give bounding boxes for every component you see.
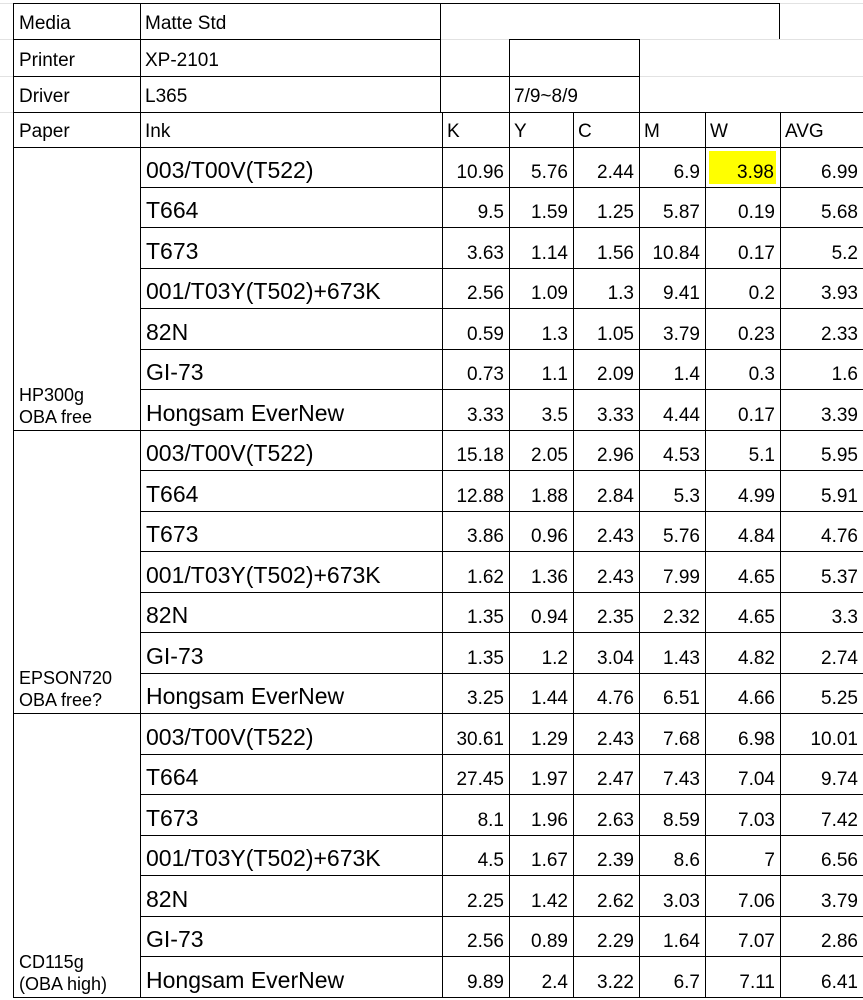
cell-border [705,112,706,998]
cell-border [140,389,863,390]
value-cell-m[interactable]: 4.44 [663,404,700,426]
cell-printer-label[interactable]: Printer [19,50,75,71]
cell-border [440,3,441,112]
ink-name-cell[interactable]: 003/T00V(T522) [146,440,314,466]
cell-border [14,147,863,148]
cell-media-value[interactable]: Matte Std [145,13,227,34]
cell-ink-label[interactable]: Ink [145,121,171,142]
ink-name-cell[interactable]: T673 [146,521,199,547]
value-cell-y[interactable]: 5.76 [531,161,568,183]
value-cell-y[interactable]: 0.94 [531,607,568,628]
value-cell-y[interactable]: 1.67 [531,850,568,871]
value-cell-c[interactable]: 2.43 [597,526,634,547]
column-header-c[interactable]: C [578,121,592,142]
ink-name-cell[interactable]: T673 [146,804,199,831]
value-cell-c[interactable]: 2.35 [597,607,634,628]
cell-border [140,3,141,998]
value-cell-k[interactable]: 3.25 [467,688,504,709]
value-cell-y[interactable]: 0.89 [531,931,568,952]
value-cell-m[interactable]: 5.76 [663,526,700,547]
cell-border [140,227,863,228]
value-cell-avg[interactable]: 5.37 [821,566,858,588]
value-cell-w[interactable]: 4.99 [738,485,775,507]
cell-driver-label[interactable]: Driver [19,86,70,107]
ink-name-cell[interactable]: GI-73 [146,359,204,385]
paper-group-label[interactable]: HP300g OBA free [19,384,93,427]
value-cell-k[interactable]: 4.5 [477,850,504,871]
value-cell-w[interactable]: 0.17 [738,242,775,264]
value-cell-avg[interactable]: 3.79 [821,890,858,912]
cell-border [14,39,440,40]
cell-media-label[interactable]: Media [19,13,71,34]
column-header-m[interactable]: M [644,121,660,142]
value-cell-c[interactable]: 3.22 [597,971,634,993]
cell-border [639,39,640,112]
value-cell-w[interactable]: 7.03 [738,809,775,831]
value-cell-y[interactable]: 1.88 [531,485,568,507]
ink-name-cell[interactable]: 003/T00V(T522) [146,723,314,750]
value-cell-c[interactable]: 1.56 [597,242,634,264]
cell-border [14,112,863,113]
cell-printer-value[interactable]: XP-2101 [145,50,219,71]
cell-border [140,592,863,593]
cell-border [13,3,14,998]
value-cell-avg[interactable]: 9.74 [821,769,858,790]
value-cell-avg[interactable]: 5.68 [821,202,858,223]
value-cell-c[interactable]: 3.33 [597,404,634,426]
value-cell-avg[interactable]: 2.86 [821,931,858,952]
value-cell-highlighted[interactable]: 3.98 [709,151,776,184]
cell-border [442,112,443,998]
cell-border [779,3,780,39]
value-cell-k[interactable]: 8.1 [477,809,504,831]
value-cell-c[interactable]: 1.3 [607,283,634,304]
cell-border [780,112,781,998]
value-cell-c[interactable]: 1.05 [597,323,634,345]
value-cell-m[interactable]: 1.43 [663,647,700,669]
value-cell-c[interactable]: 2.43 [597,728,634,750]
cell-date-range[interactable]: 7/9~8/9 [514,86,578,107]
value-cell-w[interactable]: 7.11 [739,971,775,993]
ink-name-cell[interactable]: 001/T03Y(T502)+673K [146,561,381,588]
paper-group-label[interactable]: CD115g (OBA high) [19,951,108,994]
value-cell-avg[interactable]: 6.56 [821,850,858,871]
value-cell-avg[interactable]: 4.76 [821,526,858,547]
value-cell-avg[interactable]: 10.01 [810,728,858,750]
value-cell-m[interactable]: 6.9 [673,161,700,183]
cell-border [14,76,640,77]
value-cell-m[interactable]: 4.53 [663,445,700,466]
value-cell-k[interactable]: 1.62 [467,566,504,588]
value-cell-w[interactable]: 7.04 [738,769,775,790]
cell-border [140,916,863,917]
value-cell-avg[interactable]: 5.95 [821,445,858,466]
value-cell-m[interactable]: 8.6 [673,850,700,871]
value-cell-m[interactable]: 10.84 [652,242,700,264]
value-cell-y[interactable]: 1.59 [531,202,568,223]
cell-paper-label[interactable]: Paper [19,121,70,142]
cell-border [140,268,863,269]
value-cell-w[interactable]: 6.98 [738,728,775,750]
value-cell-w[interactable]: 4.84 [738,526,775,547]
value-cell-k[interactable]: 0.59 [467,323,504,345]
value-cell-k[interactable]: 9.5 [477,202,504,223]
value-cell-c[interactable]: 2.84 [597,485,634,507]
value-cell-w[interactable]: 5.1 [748,445,775,466]
value-cell-y[interactable]: 1.14 [531,242,568,264]
value-cell-m[interactable]: 1.4 [673,364,700,385]
value-cell-c[interactable]: 2.43 [597,566,634,588]
ink-name-cell[interactable]: T664 [146,197,199,223]
column-header-k[interactable]: K [447,121,460,142]
ink-name-cell[interactable]: GI-73 [146,642,204,669]
value-cell-w[interactable]: 0.23 [738,323,775,345]
value-cell-k[interactable]: 9.89 [467,971,504,993]
value-cell-y[interactable]: 1.36 [531,566,568,588]
cell-border [140,470,863,471]
value-cell-k[interactable]: 3.63 [467,242,504,264]
value-cell-w[interactable]: 4.65 [738,566,775,588]
ink-name-cell[interactable]: T664 [146,764,199,790]
value-cell-y[interactable]: 1.29 [531,728,568,750]
cell-border [140,835,863,836]
value-cell-c[interactable]: 2.62 [597,890,634,912]
value-cell-avg[interactable]: 5.91 [821,485,858,507]
value-cell-avg[interactable]: 3.3 [831,607,858,628]
value-cell-k[interactable]: 1.35 [467,607,504,628]
value-cell-k[interactable]: 3.86 [467,526,504,547]
value-cell-k[interactable]: 2.56 [467,931,504,952]
gridline [0,112,14,113]
cell-border [14,430,863,431]
value-cell-avg[interactable]: 3.93 [821,283,858,304]
paper-group-label[interactable]: EPSON720 OBA free? [19,668,113,710]
value-cell-w[interactable]: 4.82 [738,647,775,669]
cell-driver-value[interactable]: L365 [145,86,188,107]
value-cell-k[interactable]: 0.73 [467,364,504,385]
cell-border [140,794,863,795]
value-cell-w[interactable]: 4.65 [738,607,775,628]
value-cell-c[interactable]: 2.47 [597,769,634,790]
value-cell-y[interactable]: 1.44 [531,688,568,709]
value-cell-m[interactable]: 8.59 [663,809,700,831]
value-cell-k[interactable]: 10.96 [456,161,504,183]
value-cell-m[interactable]: 7.43 [663,769,700,790]
ink-name-cell[interactable]: 001/T03Y(T502)+673K [146,845,381,871]
value-cell-c[interactable]: 1.25 [597,202,634,223]
value-cell-c[interactable]: 2.09 [597,364,634,385]
value-cell-c[interactable]: 3.04 [597,647,634,669]
value-cell-avg[interactable]: 5.25 [821,688,858,709]
value-cell-avg[interactable]: 6.99 [821,161,858,183]
ink-name-cell[interactable]: 82N [146,602,189,628]
value-cell-avg[interactable]: 1.6 [831,364,858,385]
value-cell-avg[interactable]: 7.42 [821,809,858,831]
value-cell-k[interactable]: 15.18 [456,445,504,466]
cell-border [140,673,863,674]
gridline [440,39,510,40]
value-cell-m[interactable]: 5.87 [663,202,700,223]
value-cell-c[interactable]: 2.44 [597,161,634,183]
cell-border [140,511,863,512]
value-cell-w[interactable]: 7.06 [738,890,775,912]
value-cell-c[interactable]: 2.96 [597,445,634,466]
ink-name-cell[interactable]: Hongsam EverNew [146,966,345,993]
value-cell-k[interactable]: 2.25 [467,890,504,912]
value-cell-c[interactable]: 4.76 [597,688,634,709]
value-cell-avg[interactable]: 6.41 [821,971,858,993]
value-cell-w[interactable]: 7 [764,850,775,871]
cell-border [509,39,639,40]
cell-border [140,956,863,957]
ink-name-cell[interactable]: T673 [146,237,199,264]
value-cell-w[interactable]: 0.17 [738,404,775,426]
cell-border [140,551,863,552]
value-cell-y[interactable]: 1.09 [531,283,568,304]
value-cell-w[interactable]: 0.3 [748,364,775,385]
value-cell-w[interactable]: 0.19 [738,202,775,223]
value-cell-k[interactable]: 2.56 [467,283,504,304]
value-cell-m[interactable]: 1.64 [663,931,700,952]
value-cell-k[interactable]: 12.88 [456,485,504,507]
value-cell-y[interactable]: 2.4 [541,971,568,993]
cell-border [140,308,863,309]
value-cell-m[interactable]: 6.7 [673,971,700,993]
value-cell-avg[interactable]: 3.39 [821,404,858,426]
value-cell-y[interactable]: 1.3 [541,323,568,345]
cell-border [639,112,640,998]
cell-border [140,187,863,188]
value-cell-k[interactable]: 27.45 [456,769,504,790]
value-cell-y[interactable]: 2.05 [531,445,568,466]
value-cell-c[interactable]: 2.39 [597,850,634,871]
ink-name-cell[interactable]: T664 [146,480,199,507]
value-cell-w[interactable]: 4.66 [738,688,775,709]
cell-border [509,112,510,998]
value-cell-m[interactable]: 2.32 [663,607,700,628]
value-cell-y[interactable]: 3.5 [541,404,568,426]
ink-name-cell[interactable]: GI-73 [146,926,204,952]
value-cell-avg[interactable]: 5.2 [831,242,858,264]
value-cell-y[interactable]: 0.96 [531,526,568,547]
value-cell-w[interactable]: 7.07 [738,931,775,952]
value-cell-m[interactable]: 5.3 [673,485,700,507]
cell-border [140,754,863,755]
value-cell-m[interactable]: 3.03 [663,890,700,912]
ink-name-cell[interactable]: 82N [146,885,189,912]
value-cell-y[interactable]: 1.97 [531,769,568,790]
ink-name-cell[interactable]: Hongsam EverNew [146,683,345,709]
value-cell-w[interactable]: 0.2 [748,283,775,304]
cell-border [140,632,863,633]
column-header-w[interactable]: W [710,121,728,142]
value-cell-c[interactable]: 2.63 [597,809,634,831]
value-cell-y[interactable]: 1.1 [541,364,568,385]
value-cell-m[interactable]: 3.79 [663,323,700,345]
ink-name-cell[interactable]: 001/T03Y(T502)+673K [146,278,381,304]
value-cell-k[interactable]: 3.33 [467,404,504,426]
value-cell-m[interactable]: 7.68 [663,728,700,750]
value-cell-m[interactable]: 7.99 [663,566,700,588]
column-header-avg[interactable]: AVG [785,121,824,142]
cell-border [14,3,780,4]
ink-name-cell[interactable]: 003/T00V(T522) [146,156,314,183]
ink-name-cell[interactable]: Hongsam EverNew [146,399,345,426]
value-cell-avg[interactable]: 2.74 [821,647,858,669]
value-cell-avg[interactable]: 2.33 [821,323,858,345]
value-cell-y[interactable]: 1.96 [531,809,568,831]
value-cell-m[interactable]: 6.51 [663,688,700,709]
value-cell-m[interactable]: 9.41 [663,283,700,304]
value-cell-y[interactable]: 1.42 [531,890,568,912]
value-cell-c[interactable]: 2.29 [597,931,634,952]
value-cell-k[interactable]: 1.35 [467,647,504,669]
cell-border [140,349,863,350]
value-cell-y[interactable]: 1.2 [541,647,568,669]
column-header-y[interactable]: Y [514,121,527,142]
cell-border [140,875,863,876]
cell-border [14,997,863,998]
cell-border [14,713,863,714]
ink-name-cell[interactable]: 82N [146,318,189,345]
cell-border [509,39,510,112]
cell-border [573,112,574,998]
value-cell-k[interactable]: 30.61 [456,728,504,750]
